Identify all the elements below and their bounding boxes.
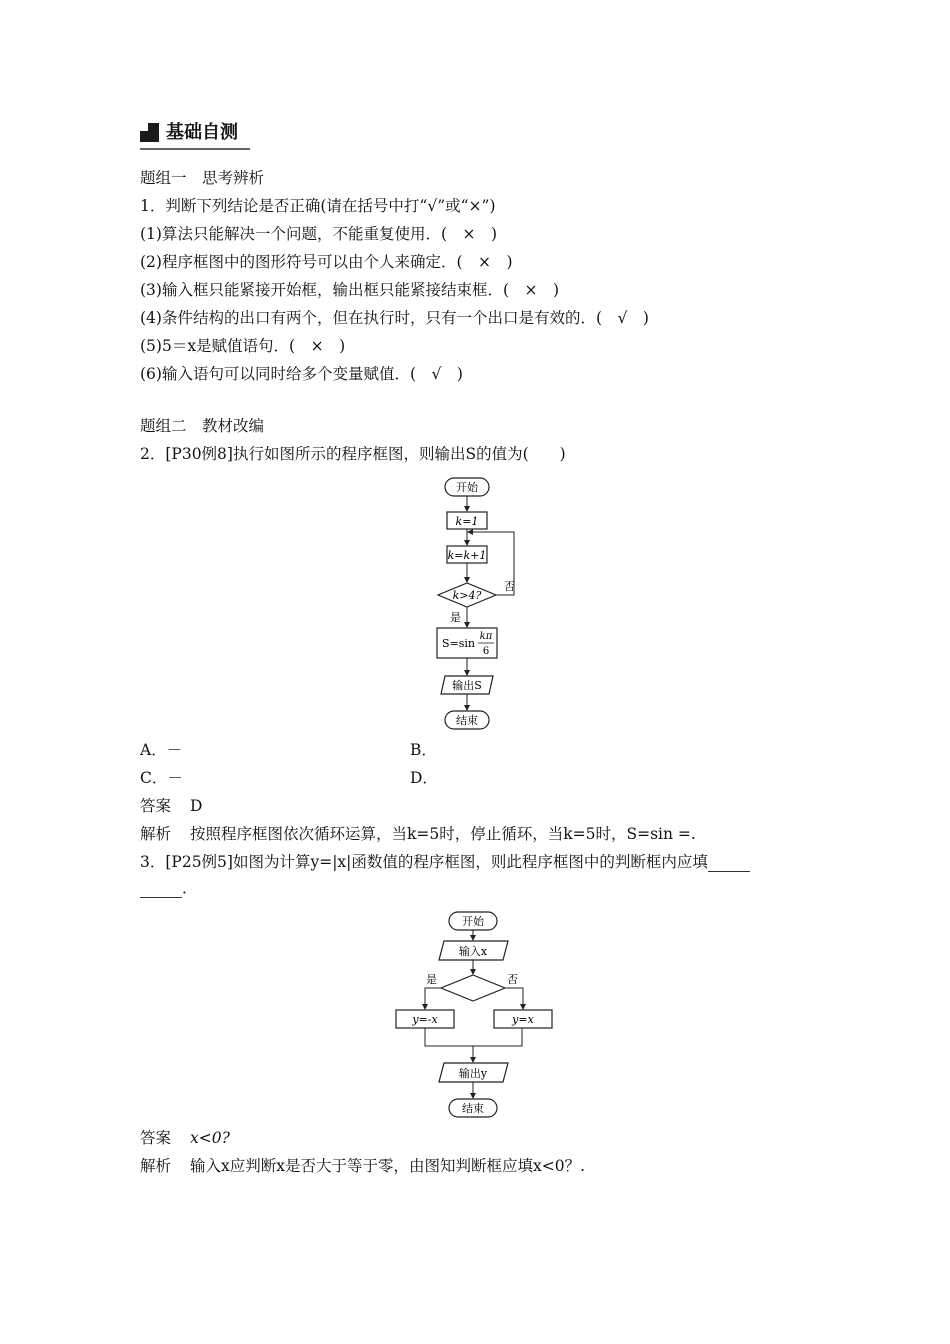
fc1-assign-numerator: kπ — [479, 631, 493, 642]
fc1-start-text: 开始 — [456, 481, 478, 494]
q2-analysis-label: 解析 — [140, 825, 172, 843]
q2-answer-label: 答案 — [140, 797, 172, 815]
fc2-condition-diamond — [441, 975, 505, 1001]
section-title: 基础自测 — [166, 122, 238, 143]
question-2-stem: 2．[P30例8]执行如图所示的程序框图，则输出S的值为( ) — [140, 445, 566, 463]
group2-title: 题组二 教材改编 — [140, 417, 265, 435]
q3-blank-2 — [140, 883, 182, 898]
section-header-icon — [140, 123, 159, 142]
fc2-right-text: y=x — [512, 1013, 534, 1026]
fc2-input-text: 输入x — [458, 945, 488, 958]
q2-option-c: C．－ — [140, 769, 183, 787]
fc1-output-text: 输出S — [452, 679, 482, 692]
fc2-output-text: 输出y — [458, 1067, 488, 1080]
q1-item-5: (5)5＝x是赋值语句．( × ) — [140, 337, 346, 355]
q3-answer-value: x<0? — [190, 1129, 230, 1147]
fc2-merge-line — [425, 1028, 522, 1046]
q3-analysis-text: 输入x应判断x是否大于等于零，由图知判断框应填x<0？. — [190, 1157, 586, 1175]
q1-item-4: (4)条件结构的出口有两个，但在执行时，只有一个出口是有效的．( √ ) — [140, 309, 649, 327]
fc1-increment-text: k=k+1 — [447, 549, 487, 562]
q2-analysis-text: 按照程序框图依次循环运算，当k=5时，停止循环，当k=5时，S=sin =. — [190, 825, 696, 843]
q3-stem-line1: 3．[P25例5]如图为计算y=|x|函数值的程序框图，则此程序框图中的判断框内应填 — [140, 853, 708, 871]
q1-item-2: (2)程序框图中的图形符号可以由个人来确定．( × ) — [140, 253, 513, 271]
fc1-end-text: 结束 — [456, 714, 478, 727]
q3-stem-continuation — [140, 878, 198, 898]
fc2-yes-branch — [425, 988, 441, 1009]
fc1-init-text: k=1 — [455, 515, 479, 528]
fc1-yes-label: 是 — [450, 611, 461, 624]
fc2-no-branch — [505, 988, 523, 1009]
fc2-no-label: 否 — [507, 973, 518, 986]
flowchart-q2 — [420, 470, 530, 735]
question-3-stem — [140, 852, 750, 872]
q3-analysis-label: 解析 — [140, 1157, 172, 1175]
group1-title: 题组一 思考辨析 — [140, 169, 265, 187]
flowchart-q3 — [385, 905, 570, 1125]
fc2-left-text: y=-x — [412, 1013, 438, 1026]
q3-blank-1 — [708, 857, 750, 872]
q1-item-1: (1)算法只能解决一个问题，不能重复使用．( × ) — [140, 225, 498, 243]
fc1-no-label: 否 — [504, 580, 515, 593]
q3-stem-line2: ． — [182, 879, 198, 897]
fc2-end-text: 结束 — [462, 1102, 484, 1115]
q2-option-a: A．－ — [140, 741, 183, 759]
q3-answer-label: 答案 — [140, 1129, 172, 1147]
q2-option-d: D． — [410, 769, 438, 787]
q1-item-6: (6)输入语句可以同时给多个变量赋值．( √ ) — [140, 365, 463, 383]
fc1-assign-denominator: 6 — [482, 646, 490, 657]
q1-item-3: (3)输入框只能紧接开始框，输出框只能紧接结束框．( × ) — [140, 281, 560, 299]
q2-option-b: B． — [410, 741, 437, 759]
fc2-yes-label: 是 — [426, 973, 437, 986]
question-1-stem: 1．判断下列结论是否正确(请在括号中打“√”或“×”) — [140, 197, 496, 215]
q2-answer-value: D — [190, 797, 203, 815]
fc1-condition-text: k>4? — [452, 589, 482, 602]
section-underline — [140, 148, 250, 150]
fc2-start-text: 开始 — [462, 915, 484, 928]
fc1-assign-text: S=sin — [442, 637, 475, 650]
